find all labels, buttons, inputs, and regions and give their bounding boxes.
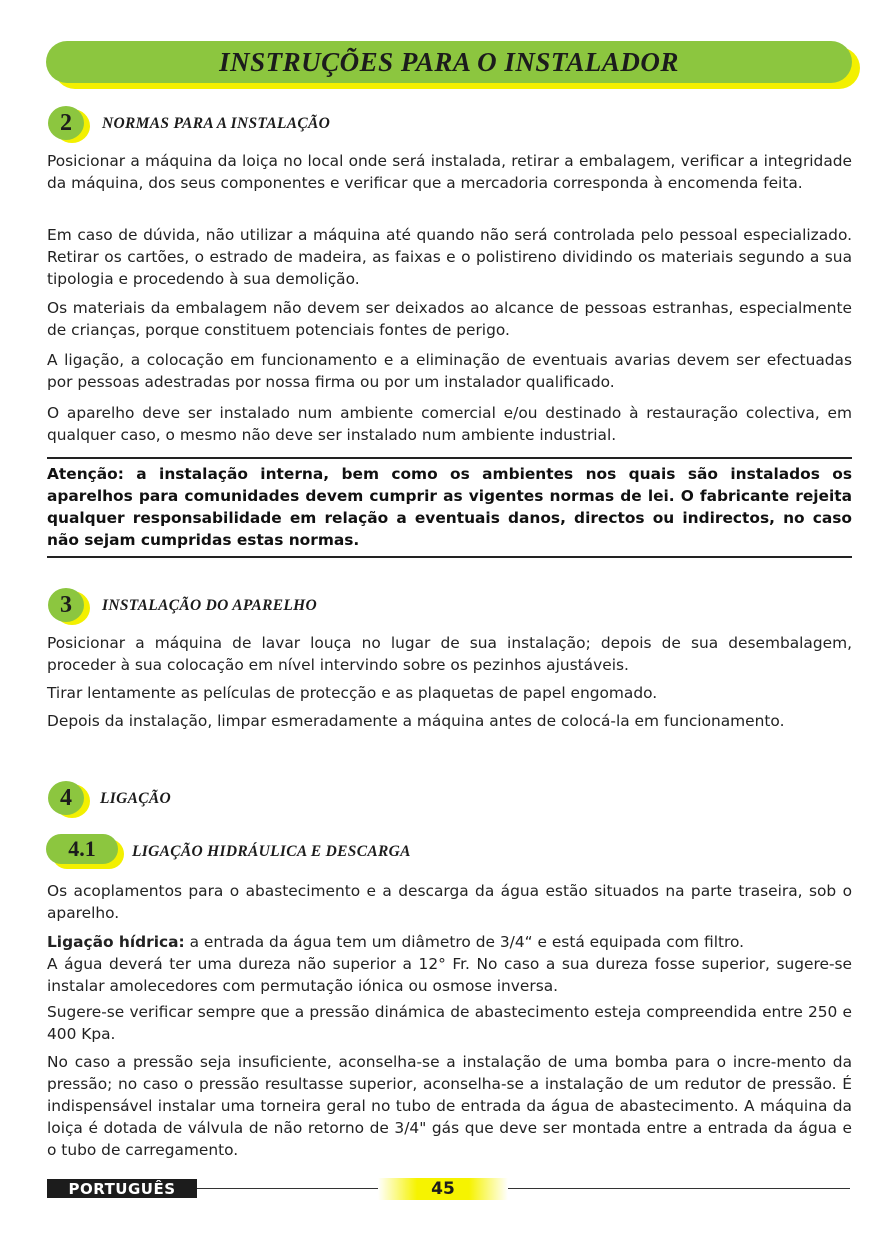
paragraph: Posicionar a máquina de lavar louça no lugar de sua instalação; depois de sua desembalagem, proceder à sua colocação em nível intervindo sobre os pezinhos ajustáveis.: [47, 634, 852, 674]
page-title: INSTRUÇÕES PARA O INSTALADOR: [219, 46, 679, 77]
subsection-number: 4.1: [46, 834, 118, 864]
paragraph: Posicionar a máquina da loiça no local onde será instalada, retirar a embalagem, verificar a integridade da máquina, dos seus componentes e verificar que a mercadoria corresponda à encomenda feita.: [47, 152, 852, 192]
section-number: 3: [48, 588, 84, 622]
section-badge: [46, 586, 92, 626]
paragraph: [47, 931, 852, 953]
paragraph: Os acoplamentos para o abastecimento e a descarga da água estão situados na parte traseira, sob o aparelho.: [47, 882, 852, 922]
page-number: 45: [378, 1178, 508, 1200]
water-text: a entrada da água tem um diâmetro de 3/4“ e está equipada com filtro.: [184, 933, 745, 951]
section-4-heading: [46, 779, 171, 819]
paragraph: O aparelho deve ser instalado num ambiente comercial e/ou destinado à restauração colectiva, em qualquer caso, o mesmo não deve ser instalado num ambiente industrial.: [47, 404, 852, 444]
paragraph: A água deverá ter uma dureza não superior a 12° Fr. No caso a sua dureza fosse superior, sugere-se instalar amolecedores com permutação iónica ou osmose inversa.: [47, 955, 852, 995]
section-badge: [46, 104, 92, 144]
footer-language: PORTUGUÊS: [47, 1179, 197, 1198]
section-title: LIGAÇÃO: [100, 790, 172, 807]
water-label: Ligação hídrica:: [47, 933, 185, 951]
paragraph: A ligação, a colocação em funcionamento e a eliminação de eventuais avarias devem ser efectuadas por pessoas adestradas por nossa firma ou por um instalador qualificado.: [47, 351, 852, 391]
paragraph: Em caso de dúvida, não utilizar a máquina até quando não será controlada pelo pessoal especializado. Retirar os cartões, o estrado de madeira, as faixas e o polistireno dividindo os materiais segundo a sua tipologia e procedendo à sua demolição.: [47, 226, 852, 288]
paragraph: Tirar lentamente as películas de protecção e as plaquetas de papel engomado.: [47, 684, 658, 702]
section-4-1-heading: [46, 832, 411, 872]
page-banner: [46, 41, 852, 83]
section-title: INSTALAÇÃO DO APARELHO: [102, 597, 318, 614]
paragraph: Depois da instalação, limpar esmeradamente a máquina antes de colocá-la em funcionamento.: [47, 712, 785, 730]
section-number: 2: [48, 106, 84, 140]
divider: [47, 457, 852, 459]
paragraph: Os materiais da embalagem não devem ser deixados ao alcance de pessoas estranhas, especialmente de crianças, porque constituem potenciais fontes de perigo.: [47, 299, 852, 339]
paragraph: No caso a pressão seja insuficiente, aconselha-se a instalação de uma bomba para o incre-mento da pressão; no caso o pressão resultasse superior, aconselha-se a instalação de um redutor de pressão. É indispensável instalar uma torneira geral no tubo de entrada da água de abastecimento. A máquina da loiça é dotada de válvula de não retorno de 3/4" gás que deve ser montada entre a entrada da água e o tubo de carregamento.: [47, 1053, 852, 1159]
divider: [47, 556, 852, 558]
subsection-badge: [46, 834, 126, 870]
subsection-title: LIGAÇÃO HIDRÁULICA E DESCARGA: [132, 843, 411, 860]
section-3-heading: [46, 586, 317, 626]
section-2-heading: [46, 104, 330, 144]
warning-note: Atenção: a instalação interna, bem como os ambientes nos quais são instalados os aparelhos para comunidades devem cumprir as vigentes normas de lei. O fabricante rejeita qualquer responsabilidade em relação a eventuais danos, directos ou indirectos, no caso não sejam cumpridas estas normas.: [47, 465, 852, 549]
section-title: NORMAS PARA A INSTALAÇÃO: [102, 115, 331, 132]
section-badge: [46, 779, 92, 819]
paragraph: Sugere-se verificar sempre que a pressão dinámica de abastecimento esteja compreendida entre 250 e 400 Kpa.: [47, 1003, 852, 1043]
section-number: 4: [48, 781, 84, 815]
